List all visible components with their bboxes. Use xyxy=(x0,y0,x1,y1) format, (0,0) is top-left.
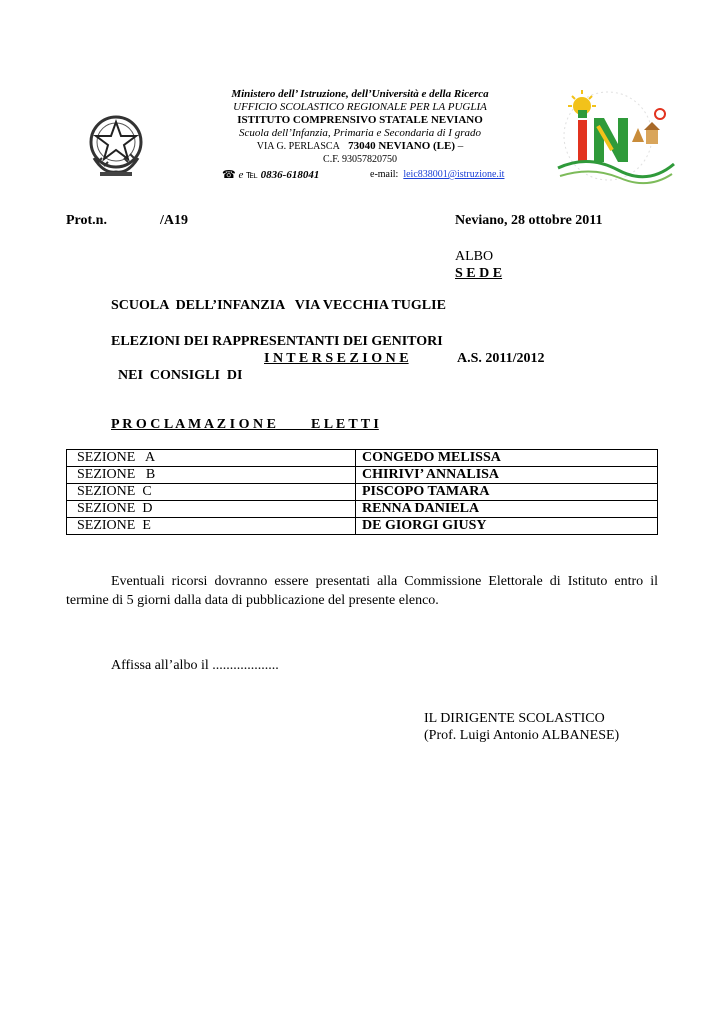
city: 73040 NEVIANO (LE) xyxy=(348,140,456,152)
email-line xyxy=(370,169,504,180)
school-year: A.S. 2011/2012 xyxy=(457,351,545,366)
street: VIA G. PERLASCA xyxy=(256,141,340,152)
protocol-code: /A19 xyxy=(160,213,188,228)
recipient-albo: ALBO xyxy=(455,249,494,264)
elected-table xyxy=(66,449,658,535)
office-line: UFFICIO SCOLASTICO REGIONALE PER LA PUGLIA xyxy=(233,101,487,113)
fax-icon: ℡ xyxy=(246,169,258,181)
subject-keyword: I N T E R S E Z I O N E xyxy=(264,351,409,366)
email-link[interactable]: leic838001@istruzione.it xyxy=(403,169,505,180)
school-location: SCUOLA DELL’INFANZIA VIA VECCHIA TUGLIE xyxy=(111,298,446,313)
appeal-notice: Eventuali ricorsi dovranno essere presentati alla Commissione Elettorale di Istituto entro il termine di 5 giorni dalla data di pubblicazione del presente elenco. xyxy=(66,574,658,608)
section-cell: SEZIONE A xyxy=(67,450,356,467)
subject-line-1: ELEZIONI DEI RAPPRESENTANTI DEI GENITORI xyxy=(111,334,443,349)
email-label: e-mail: xyxy=(370,169,399,180)
table-row xyxy=(67,484,658,501)
italian-republic-emblem-icon xyxy=(84,110,148,180)
elected-name-cell: RENNA DANIELA xyxy=(356,501,658,518)
signature-title: IL DIRIGENTE SCOLASTICO xyxy=(424,711,605,726)
recipient-sede: S E D E xyxy=(455,266,503,281)
school-logo-icon xyxy=(548,84,676,196)
section-cell: SEZIONE E xyxy=(67,518,356,535)
phone-prefix: e xyxy=(238,169,244,181)
city-dash: – xyxy=(455,140,464,152)
section-cell: SEZIONE C xyxy=(67,484,356,501)
proclamation-word: P R O C L A M A Z I O N E xyxy=(111,417,276,432)
affix-line: Affissa all’albo il ................... xyxy=(111,658,279,673)
elected-name-cell: PISCOPO TAMARA xyxy=(356,484,658,501)
letterhead xyxy=(180,88,540,166)
table-row xyxy=(67,518,658,535)
tax-code: C.F. 93057820750 xyxy=(323,154,397,165)
ministry-line: Ministero dell’ Istruzione, dell’Università e della Ricerca xyxy=(231,88,489,100)
phone-icon: ☎ xyxy=(222,169,236,181)
subject-line-2 xyxy=(111,350,242,384)
section-cell: SEZIONE B xyxy=(67,467,356,484)
signature-name: (Prof. Luigi Antonio ALBANESE) xyxy=(424,728,620,743)
elected-name-cell: CHIRIVI’ ANNALISA xyxy=(356,467,658,484)
elected-name-cell: DE GIORGI GIUSY xyxy=(356,518,658,535)
protocol-label: Prot.n. xyxy=(66,213,107,228)
table-row xyxy=(67,450,658,467)
phone-line xyxy=(222,168,319,181)
elected-name-cell: CONGEDO MELISSA xyxy=(356,450,658,467)
school-name: ISTITUTO COMPRENSIVO STATALE NEVIANO xyxy=(237,114,483,126)
school-levels: Scuola dell’Infanzia, Primaria e Secondaria di I grado xyxy=(239,127,481,139)
elected-word: E L E T T I xyxy=(310,417,379,432)
address-line xyxy=(180,140,540,153)
subject-prefix: NEI CONSIGLI DI xyxy=(118,368,243,383)
table-row xyxy=(67,467,658,484)
section-cell: SEZIONE D xyxy=(67,501,356,518)
table-row xyxy=(67,501,658,518)
phone-number: 0836-618041 xyxy=(260,169,320,181)
place-date: Neviano, 28 ottobre 2011 xyxy=(455,213,603,228)
proclamation-title xyxy=(111,416,379,433)
